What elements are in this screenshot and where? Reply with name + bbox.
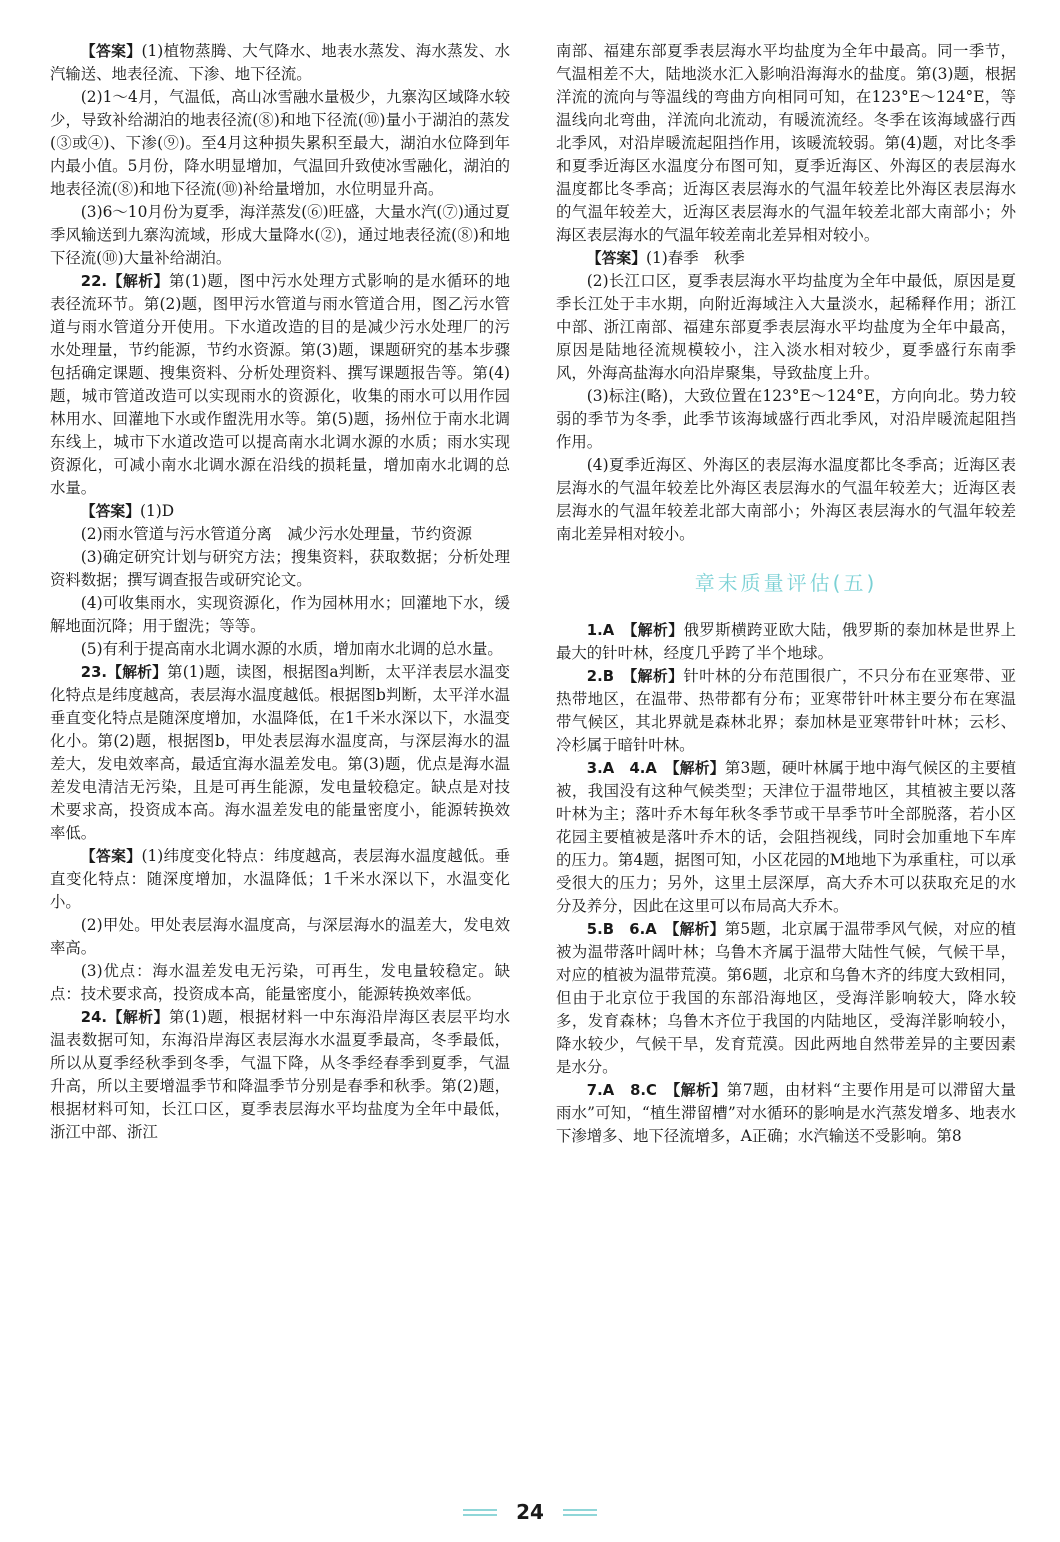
- paragraph: [50, 500, 510, 523]
- paragraph-label: 【答案】: [80, 43, 142, 60]
- paragraph: [50, 270, 510, 500]
- paragraph-text: 第5题，北京属于温带季风气候，对应的植被为温带落叶阔叶林；乌鲁木齐属于温带大陆性气候，气候干旱，对应的植被为温带荒漠。第6题，北京和乌鲁木齐的纬度大致相同，但由于北京位于我国的东部沿海地区，受海洋影响较大，降水较多，发育森林；乌鲁木齐位于我国的内陆地区，受海洋影响较小，降水较少，气候干旱，发育荒漠。因此两地自然带差异的主要因素是水分。: [556, 920, 1016, 1076]
- paragraph: [50, 201, 510, 270]
- paragraph: [556, 619, 1016, 665]
- paragraph-label: 【解析】: [672, 1082, 727, 1099]
- paragraph: [556, 454, 1016, 546]
- paragraph-text: 俄罗斯横跨亚欧大陆，俄罗斯的泰加林是世界上最大的针叶林，经度几乎跨了半个地球。: [556, 621, 1016, 662]
- paragraph-text: (4)可收集雨水，实现资源化，作为园林用水；回灌地下水，缓解地面沉降；用于盥洗；等等。: [50, 594, 510, 635]
- paragraph-text: (1)春季 秋季: [646, 249, 745, 267]
- paragraph: [50, 546, 510, 592]
- paragraph-label: 【答案】: [80, 848, 142, 865]
- page-number: 24: [516, 1500, 544, 1524]
- paragraph: [556, 1079, 1016, 1148]
- paragraph: [556, 757, 1016, 918]
- page-footer: [0, 1500, 1060, 1524]
- paragraph-text: 南部、福建东部夏季表层海水平均盐度为全年中最高。同一季节，气温相差不大，陆地淡水汇入影响沿海海水的盐度。第(3)题，根据洋流的流向与等温线的弯曲方向相同可知，在123°E～124°E，等温线向北弯曲，洋流向北流动，有暖流流经。冬季在该海域盛行西北季风，对沿岸暖流起阻挡作用，该暖流较弱。第(4)题，对比冬季和夏季近海区水温度分布图可知，夏季近海区、外海区的表层海水温度都比冬季高；近海区表层海水的气温年较差比外海区表层海水的气温年较差大，近海区表层海水的气温年较差北部大南部小；外海区表层海水的气温年较差南北差异相对较小。: [556, 42, 1016, 244]
- paragraph-text: 第(1)题，根据材料一中东海沿岸海区表层平均水温表数据可知，东海沿岸海区表层海水水温夏季最高，冬季最低，所以从夏季经秋季到冬季，气温下降，从冬季经春季到夏季，气温升高，所以主要增温季节和降温季节分别是春季和秋季。第(2)题，根据材料可知，长江口区，夏季表层海水平均盐度为全年中最低，浙江中部、浙江: [50, 1008, 510, 1141]
- paragraph-text: (3)标注(略)，大致位置在123°E～124°E，方向向北。势力较弱的季节为冬季，此季节该海域盛行西北季风，对沿岸暖流起阻挡作用。: [556, 387, 1016, 451]
- paragraph: [50, 845, 510, 914]
- paragraph-label: 【答案】: [80, 503, 140, 520]
- paragraph: [556, 270, 1016, 385]
- paragraph-text: 第3题，硬叶林属于地中海气候区的主要植被，我国没有这种气候类型；天津位于温带地区，其植被主要以落叶林为主；落叶乔木每年秋冬季节或干旱季节叶全部脱落，若小区花园主要植被是落叶乔木的话，会阻挡视线，同时会加重地下车库的压力。第4题，据图可知，小区花园的M地地下为承重柱，可以承受很大的压力；另外，这里土层深厚，高大乔木可以获取充足的水分及养分，因此在这里可以布局高大乔木。: [556, 759, 1016, 915]
- paragraph-label: 【解析】: [107, 273, 170, 290]
- question-number: 5.B 6.A: [586, 921, 672, 938]
- question-number: 24.: [80, 1009, 108, 1026]
- paragraph-text: (5)有利于提高南水北调水源的水质，增加南水北调的总水量。: [80, 640, 503, 658]
- paragraph-text: (2)雨水管道与污水管道分离 减少污水处理量，节约资源: [80, 525, 472, 543]
- paragraph-label: 【解析】: [629, 622, 684, 639]
- paragraph-text: (1)纬度变化特点：纬度越高，表层海水温度越低。垂直变化特点：随深度增加，水温降低；1千米水深以下，水温变化小。: [50, 847, 510, 911]
- paragraph: [50, 86, 510, 201]
- paragraph: [50, 661, 510, 845]
- paragraph: [556, 385, 1016, 454]
- question-number: 2.B: [586, 668, 630, 685]
- paragraph-label: 【解析】: [107, 1009, 170, 1026]
- paragraph: [556, 918, 1016, 1079]
- paragraph-text: 第(1)题，图中污水处理方式影响的是水循环的地表径流环节。第(2)题，图甲污水管道与雨水管道合用，图乙污水管道与雨水管道分开使用。下水道改造的目的是减少污水处理厂的污水处理量，节约能源，节约水资源。第(3)题，课题研究的基本步骤包括确定课题、搜集资料、分析处理资料、撰写课题报告等。第(4)题，城市管道改造可以实现雨水的资源化，收集的雨水可以用作园林用水、回灌地下水或作盥洗用水等。第(5)题，扬州位于南水北调东线上，城市下水道改造可以提高南水北调水源的水质；雨水实现资源化，可减小南水北调水源在沿线的损耗量，增加南水北调的总水量。: [50, 272, 510, 497]
- paragraph: [556, 665, 1016, 757]
- paragraph-text: (3)优点：海水温差发电无污染，可再生，发电量较稳定。缺点：技术要求高，投资成本高，能量密度小，能源转换效率低。: [50, 962, 510, 1003]
- paragraph-label: 【解析】: [629, 668, 684, 685]
- paragraph: [50, 1006, 510, 1144]
- question-number: 22.: [80, 273, 108, 290]
- paragraph-text: 第(1)题，读图，根据图a判断，太平洋表层水温变化特点是纬度越高，表层海水温度越低。根据图b判断，太平洋水温垂直变化特点是随深度增加，水温降低，在1千米水深以下，水温变化小。第(2)题，根据图b，甲处表层海水温度高，与深层海水的温差大，发电效率高，最适宜海水温差发电。第(3)题，优点是海水温差发电清洁无污染，且是可再生能源，发电量较稳定。缺点是对技术要求高，投资成本高。海水温差发电的能量密度小，能源转换效率低。: [50, 663, 510, 842]
- question-number: 7.A 8.C: [586, 1082, 673, 1099]
- paragraph: [50, 523, 510, 546]
- paragraph-label: 【答案】: [586, 250, 646, 267]
- right-column: [556, 40, 1016, 1148]
- paragraph-text: (2)甲处。甲处表层海水温度高，与深层海水的温差大，发电效率高。: [50, 916, 510, 957]
- paragraph-label: 【解析】: [107, 664, 168, 681]
- paragraph: [556, 247, 1016, 270]
- paragraph: [50, 40, 510, 86]
- paragraph: [556, 40, 1016, 247]
- paragraph-text: (1)植物蒸腾、大气降水、地表水蒸发、海水蒸发、水汽输送、地表径流、下渗、地下径流。: [50, 42, 510, 83]
- left-column: [50, 40, 510, 1144]
- paragraph-text: (2)长江口区，夏季表层海水平均盐度为全年中最低，原因是夏季长江处于丰水期，向附近海域注入大量淡水，起稀释作用；浙江中部、浙江南部、福建东部夏季表层海水平均盐度为全年中最高，原因是陆地径流规模较小，注入淡水相对较少，夏季盛行东南季风，外海高盐海水向沿岸聚集，导致盐度上升。: [556, 272, 1016, 382]
- paragraph-text: 第7题，由材料“主要作用是可以滞留大量雨水”可知，“植生滞留槽”对水循环的影响是水汽蒸发增多、地表水下渗增多、地下径流增多，A正确；水汽输送不受影响。第8: [556, 1081, 1016, 1145]
- paragraph: [50, 638, 510, 661]
- paragraph-label: 【解析】: [672, 760, 725, 777]
- question-number: 23.: [80, 664, 108, 681]
- paragraph: [50, 592, 510, 638]
- paragraph: [50, 960, 510, 1006]
- section-title: 章末质量评估(五): [694, 571, 878, 595]
- right-column-bottom: [556, 619, 1016, 1148]
- right-column-top: [556, 40, 1016, 546]
- paragraph: [50, 914, 510, 960]
- paragraph-text: (4)夏季近海区、外海区的表层海水温度都比冬季高；近海区表层海水的气温年较差比外海区表层海水的气温年较差大；近海区表层海水的气温年较差北部大南部小；外海区表层海水的气温年较差南北差异相对较小。: [556, 456, 1016, 543]
- paragraph-text: (3)确定研究计划与研究方法；搜集资料，获取数据；分析处理资料数据；撰写调查报告或研究论文。: [50, 548, 510, 589]
- footer-decoration-right: [563, 1509, 597, 1516]
- paragraph-label: 【解析】: [671, 921, 725, 938]
- question-number: 1.A: [586, 622, 630, 639]
- question-number: 3.A 4.A: [586, 760, 673, 777]
- paragraph-text: (3)6～10月份为夏季，海洋蒸发(⑥)旺盛，大量水汽(⑦)通过夏季风输送到九寨沟流域，形成大量降水(②)，通过地表径流(⑧)和地下径流(⑩)大量补给湖泊。: [50, 203, 510, 267]
- paragraph-text: (1)D: [140, 502, 175, 520]
- footer-decoration-left: [463, 1509, 497, 1516]
- paragraph-text: (2)1～4月，气温低，高山冰雪融水量极少，九寨沟区域降水较少，导致补给湖泊的地表径流(⑧)和地下径流(⑩)量小于湖泊的蒸发(③或④)、下渗(⑨)。至4月这种损失累积至最大，湖泊水位降到年内最小值。5月份，降水明显增加，气温回升致使冰雪融化，湖泊的地表径流(⑧)和地下径流(⑩)补给量增加，水位明显升高。: [50, 88, 510, 198]
- paragraph-text: 针叶林的分布范围很广，不只分布在亚寒带、亚热带地区，在温带、热带都有分布；亚寒带针叶林主要分布在寒温带气候区，其北界就是森林北界；泰加林是亚寒带针叶林；云杉、冷杉属于暗针叶林。: [556, 667, 1016, 754]
